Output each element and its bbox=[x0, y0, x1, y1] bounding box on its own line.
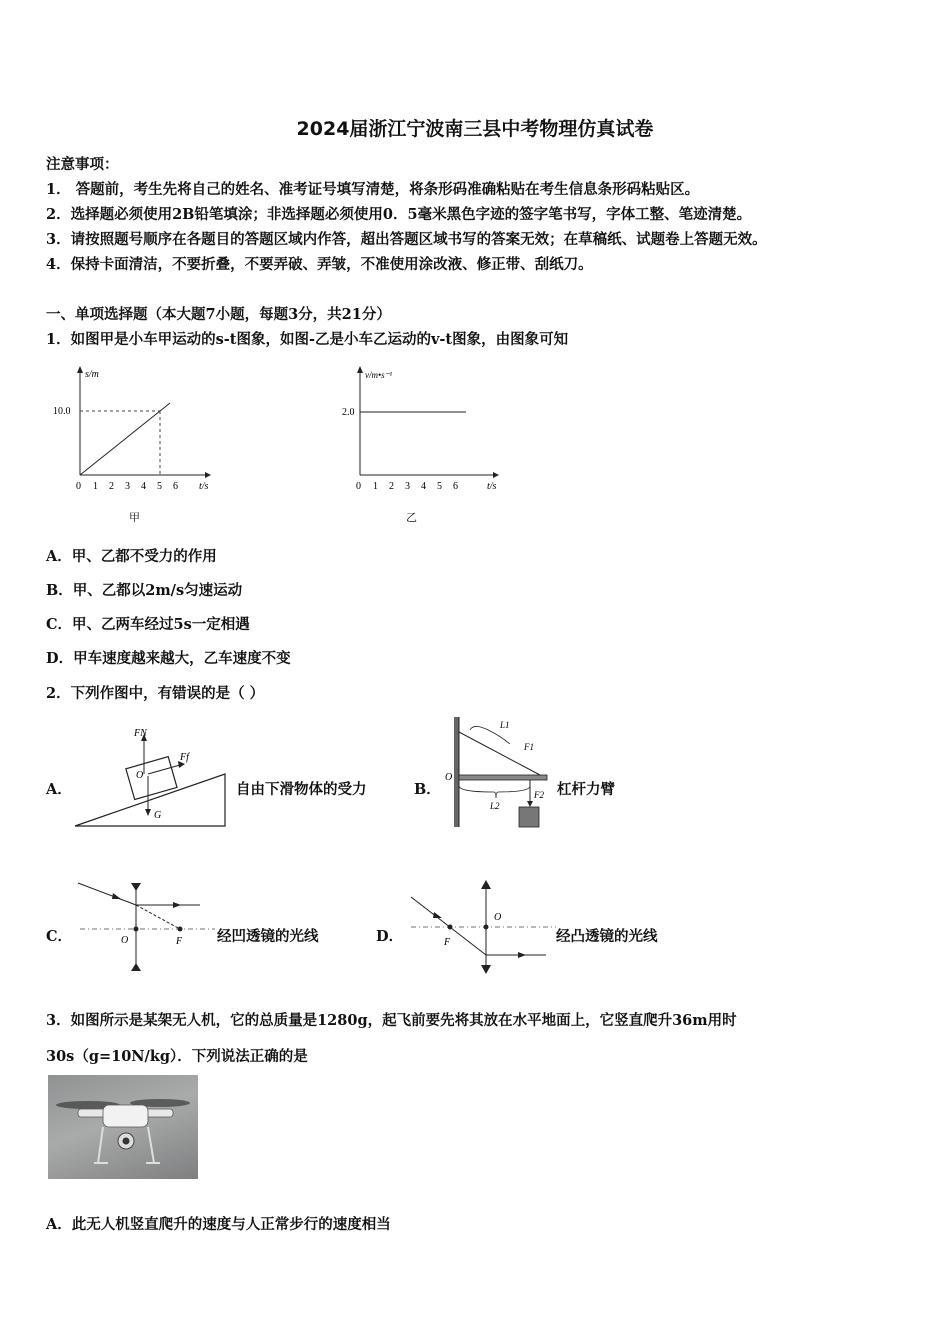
diagram-label: 自由下滑物体的受力 bbox=[236, 781, 367, 798]
tick-label: 2 bbox=[389, 481, 394, 492]
tick-label: 0 bbox=[76, 481, 81, 492]
label-f: F bbox=[176, 936, 183, 947]
concave-lens-diagram bbox=[75, 877, 215, 977]
tick-label: 2 bbox=[109, 481, 114, 492]
axis-label-x: t/s bbox=[199, 481, 209, 492]
label-g: G bbox=[154, 810, 162, 821]
convex-lens-diagram bbox=[406, 877, 556, 977]
axis-label-y: s/m bbox=[85, 369, 99, 380]
label-f2: F2 bbox=[534, 790, 544, 800]
notice-item: 1． 答题前，考生先将自己的姓名、准考证号填写清楚，将条形码准确粘贴在考生信息条形码粘贴区。 bbox=[46, 181, 700, 198]
diagram-label: 经凹透镜的光线 bbox=[217, 928, 319, 945]
option-b[interactable]: B． bbox=[414, 781, 441, 798]
diagram-label: 杠杆力臂 bbox=[557, 781, 615, 798]
axis-label-x: t/s bbox=[487, 481, 497, 492]
tick-label: 5 bbox=[437, 481, 442, 492]
label-o: O bbox=[494, 912, 502, 923]
label-o: O bbox=[121, 935, 129, 946]
drone-photo bbox=[48, 1075, 198, 1179]
tick-label: 1 bbox=[93, 481, 98, 492]
notice-heading: 注意事项： bbox=[46, 156, 119, 173]
notice-item: 4．保持卡面清洁，不要折叠，不要弄破、弄皱，不准使用涂改液、修正带、刮纸刀。 bbox=[46, 256, 593, 273]
question-3-stem: 30s（g=10N/kg）．下列说法正确的是 bbox=[46, 1048, 308, 1065]
label-o: O bbox=[445, 772, 453, 783]
section-heading: 一、单项选择题（本大题7小题，每题3分，共21分） bbox=[46, 306, 391, 323]
tick-label: 0 bbox=[356, 481, 361, 492]
tick-label: 1 bbox=[373, 481, 378, 492]
option-c[interactable]: C．甲、乙两车经过5s一定相遇 bbox=[46, 616, 250, 633]
lever-diagram bbox=[440, 712, 555, 832]
option-d[interactable]: D． bbox=[376, 928, 404, 945]
label-fn: FN bbox=[134, 728, 147, 739]
tick-label: 4 bbox=[141, 481, 146, 492]
diagram-label: 经凸透镜的光线 bbox=[556, 928, 658, 945]
question-1-stem: 1．如图甲是小车甲运动的s-t图象，如图-乙是小车乙运动的v-t图象，由图象可知 bbox=[46, 331, 569, 348]
label-l1: L1 bbox=[500, 720, 510, 730]
axis-label-y: v/m•s⁻¹ bbox=[365, 370, 393, 380]
incline-force-diagram bbox=[72, 722, 232, 832]
tick-label: 3 bbox=[405, 481, 410, 492]
option-a[interactable]: A． bbox=[46, 781, 72, 798]
axis-value-y: 2.0 bbox=[342, 407, 355, 418]
tick-label: 3 bbox=[125, 481, 130, 492]
question-2-stem: 2．下列作图中，有错误的是（ ） bbox=[46, 685, 265, 702]
tick-label: 6 bbox=[173, 481, 178, 492]
option-c[interactable]: C． bbox=[46, 928, 73, 945]
page-title: 2024届浙江宁波南三县中考物理仿真试卷 bbox=[296, 118, 654, 140]
graph-st bbox=[45, 365, 215, 495]
notice-item: 3．请按照题号顺序在各题目的答题区域内作答，超出答题区域书写的答案无效；在草稿纸、试题卷上答题无效。 bbox=[46, 231, 767, 248]
label-f1: F1 bbox=[524, 742, 534, 752]
notice-item: 2．选择题必须使用2B铅笔填涂；非选择题必须使用0．5毫米黑色字迹的签字笔书写，字体工整、笔迹清楚。 bbox=[46, 206, 752, 223]
option-a[interactable]: A．此无人机竖直爬升的速度与人正常步行的速度相当 bbox=[46, 1216, 391, 1233]
graph-caption: 甲 bbox=[129, 512, 140, 524]
axis-value-y: 10.0 bbox=[53, 406, 71, 417]
graph-vt bbox=[325, 365, 505, 495]
tick-label: 5 bbox=[157, 481, 162, 492]
option-a[interactable]: A．甲、乙都不受力的作用 bbox=[46, 548, 217, 565]
label-f: F bbox=[444, 937, 451, 948]
graph-caption: 乙 bbox=[406, 512, 417, 524]
option-d[interactable]: D．甲车速度越来越大，乙车速度不变 bbox=[46, 650, 291, 667]
tick-label: 4 bbox=[421, 481, 426, 492]
label-ff: Ff bbox=[180, 752, 189, 763]
label-o: O bbox=[136, 770, 144, 781]
option-b[interactable]: B．甲、乙都以2m/s匀速运动 bbox=[46, 582, 243, 599]
tick-label: 6 bbox=[453, 481, 458, 492]
question-3-stem: 3．如图所示是某架无人机，它的总质量是1280g，起飞前要先将其放在水平地面上，它竖直爬升36m用时 bbox=[46, 1012, 737, 1029]
label-l2: L2 bbox=[490, 801, 500, 811]
